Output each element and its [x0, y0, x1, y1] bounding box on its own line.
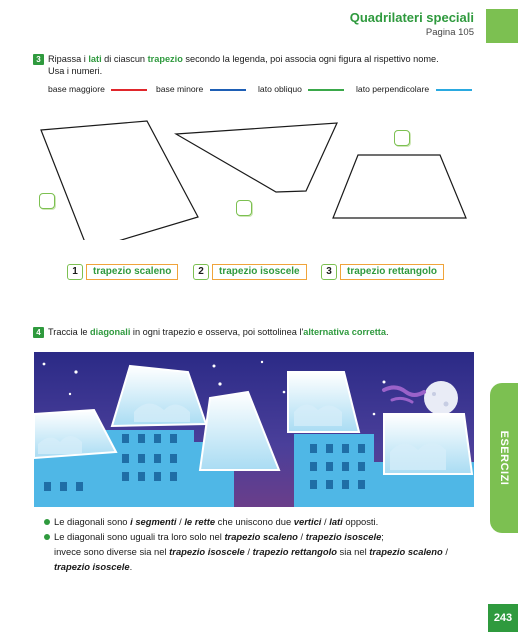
trapezoid-isoscele[interactable]	[333, 155, 466, 218]
exercise-4-number: 4	[33, 327, 44, 338]
trapezoids-figure	[0, 100, 518, 240]
bullet-dot	[44, 534, 50, 540]
exercise-3-instruction: Ripassa i lati di ciascun trapezio secondo la legenda, poi associa ogni figura al rispettivo nome. Usa i numeri.	[48, 54, 439, 76]
option-1-label: trapezio scaleno	[86, 264, 178, 280]
page-title: Quadrilateri speciali	[349, 10, 474, 25]
exercise-4-instruction: Traccia le diagonali in ogni trapezio e osserva, poi sottolinea l'alternativa corretta.	[48, 327, 389, 337]
statement-2-end: trapezio isoscele.	[54, 561, 133, 572]
choice[interactable]: vertici	[293, 516, 322, 527]
choice[interactable]: trapezio isoscele	[305, 531, 382, 542]
legend-item-base-maggiore: base maggiore	[48, 84, 147, 94]
side-tab-esercizi: ESERCIZI	[490, 383, 518, 533]
choice[interactable]: lati	[329, 516, 343, 527]
header-accent-bar	[486, 9, 518, 43]
choice[interactable]: trapezio scaleno	[224, 531, 298, 542]
choice[interactable]: trapezio isoscele	[54, 561, 130, 572]
statement-2-continued: invece sono diverse sia nel trapezio isoscele / trapezio rettangolo sia nel trapezio scaleno /	[54, 546, 448, 557]
option-2-number: 2	[193, 264, 209, 280]
page-number: 243	[488, 604, 518, 632]
page-reference: Pagina 105	[425, 27, 474, 38]
statement-2: Le diagonali sono uguali tra loro solo nel trapezio scaleno / trapezio isoscele;	[44, 529, 464, 544]
option-3-number: 3	[321, 264, 337, 280]
statement-1: Le diagonali sono i segmenti / le rette che uniscono due vertici / lati opposti.	[44, 514, 464, 529]
night-city-illustration	[34, 352, 474, 507]
choice[interactable]: i segmenti	[130, 516, 177, 527]
legend-swatch-blue	[210, 89, 246, 91]
bullet-dot	[44, 519, 50, 525]
legend-item-lato-perpendicolare: lato perpendicolare	[356, 84, 472, 94]
answer-box-figure-2[interactable]	[236, 200, 252, 216]
answer-box-figure-3[interactable]	[394, 130, 410, 146]
legend-swatch-red	[111, 89, 147, 91]
legend-swatch-lightblue	[436, 89, 472, 91]
trapezoid-scaleno-b[interactable]	[176, 123, 337, 192]
option-3-label: trapezio rettangolo	[340, 264, 444, 280]
legend-swatch-green	[308, 89, 344, 91]
legend-item-lato-obliquo: lato obliquo	[258, 84, 344, 94]
choice[interactable]: trapezio rettangolo	[252, 546, 337, 557]
answer-box-figure-1[interactable]	[39, 193, 55, 209]
option-2-label: trapezio isoscele	[212, 264, 307, 280]
statements-list	[44, 514, 464, 574]
choice[interactable]: le rette	[184, 516, 216, 527]
legend-item-base-minore: base minore	[156, 84, 246, 94]
choice[interactable]: trapezio scaleno	[369, 546, 443, 557]
choice[interactable]: trapezio isoscele	[169, 546, 245, 557]
exercise-3-number: 3	[33, 54, 44, 65]
trapezoid-scaleno[interactable]	[41, 121, 198, 240]
moon	[424, 381, 458, 415]
option-1-number: 1	[67, 264, 83, 280]
